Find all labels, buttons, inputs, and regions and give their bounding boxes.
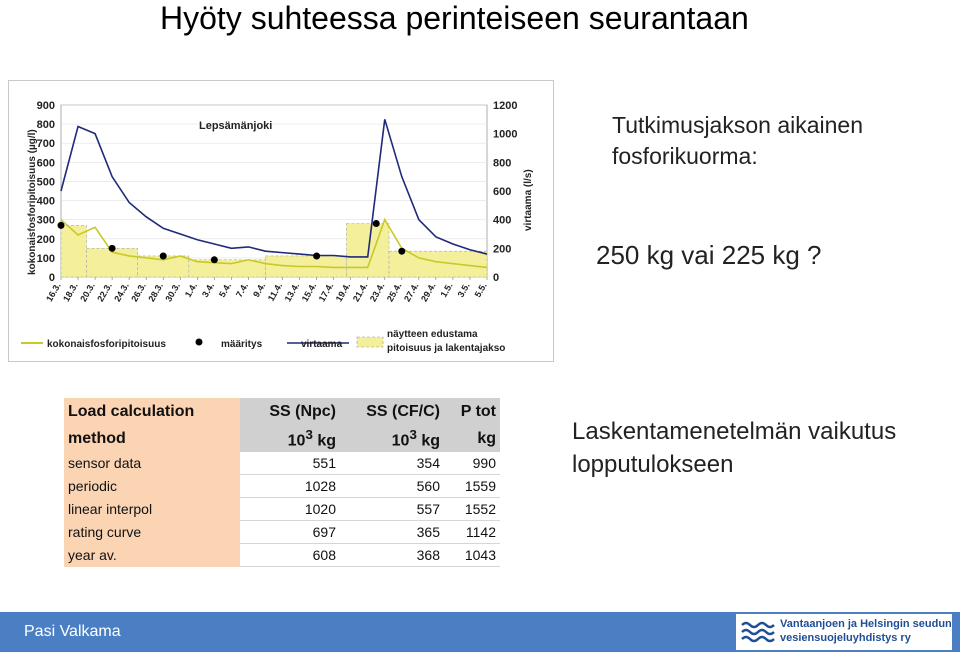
x-tick-label: 11.4. [265,281,285,303]
right-tick-labels [493,100,517,284]
left-tick-label: 100 [36,252,55,265]
row-ss-npc: 697 [240,521,340,544]
determination-point [58,222,65,229]
logo-line1: Vantaanjoen ja Helsingin seudun [780,618,952,630]
legend-sample-line1: näytteen edustama [387,329,478,340]
row-ss-npc: 551 [240,452,340,475]
x-tick-label: 30.3. [163,281,183,304]
x-tick-label: 24.3. [112,281,131,304]
row-p-tot: 1552 [444,498,500,521]
x-tick-label: 26.3. [129,281,148,304]
row-p-tot: 1043 [444,544,500,567]
header-unit-npc-kg: kg [312,432,336,450]
load-chart [8,80,554,362]
study-period-load-note [612,110,863,172]
legend-determination: määritys [221,339,263,350]
x-tick-label: 7.4. [234,281,251,300]
header-unit-cfc-base: 10 [391,432,410,450]
waves-icon [740,617,776,647]
table-header-row-2 [64,425,500,452]
table-row [64,544,500,567]
row-ss-cfc: 354 [340,452,444,475]
table-row [64,452,500,475]
left-tick-label: 900 [36,100,55,112]
footer-bar [0,612,960,652]
determination-point [211,256,218,263]
header-unit-cfc-exp: 3 [409,426,417,442]
table-row [64,521,500,544]
left-tick-label: 800 [36,119,55,132]
flow-line [61,119,487,257]
header-p-tot: P tot [444,398,500,425]
x-tick-label: 21.4. [350,281,370,304]
chart-legend [21,329,505,354]
legend-total-p: kokonaisfosforipitoisuus [47,339,166,350]
table-row [64,498,500,521]
left-tick-label: 600 [36,157,55,170]
legend-sample-line2: pitoisuus ja lakentajakso [387,343,506,354]
header-unit-npc [240,425,340,452]
right-tick-label: 200 [493,243,512,256]
left-tick-label: 400 [36,195,55,208]
sample-period-bar [346,223,389,277]
x-tick-label: 16.3. [44,281,63,304]
x-tick-label: 5.4. [216,281,234,300]
left-tick-label: 500 [36,176,55,189]
row-p-tot: 990 [444,452,500,475]
x-tick-label: 1.5. [438,281,455,300]
method-effect-note [572,415,896,481]
determination-point [373,220,380,227]
row-method: sensor data [64,452,240,475]
row-ss-cfc: 557 [340,498,444,521]
determination-point [160,252,167,259]
left-tick-label: 700 [36,138,55,151]
x-tick-label: 3.4. [199,281,217,300]
right-tick-label: 1200 [493,100,518,112]
x-tick-labels [44,277,489,303]
author-name: Pasi Valkama [24,623,121,640]
right-tick-label: 1000 [493,128,518,141]
row-method: linear interpol [64,498,240,521]
x-tick-label: 3.5. [455,281,472,300]
method-effect-line2: lopputulokseen [572,451,734,478]
x-tick-label: 22.3. [95,281,114,304]
x-tick-label: 9.4. [251,281,268,300]
organization-logo [736,614,952,650]
x-tick-label: 18.3. [61,281,80,304]
logo-text [780,617,952,645]
row-ss-npc: 1020 [240,498,340,521]
row-method: rating curve [64,521,240,544]
load-calculation-table [64,398,500,567]
x-tick-label: 1.4. [182,281,200,300]
x-tick-label: 15.4. [299,281,319,304]
slide-title: Hyöty suhteessa perinteiseen seurantaan [160,0,749,36]
right-tick-label: 0 [493,272,500,284]
study-period-load-line2: fosforikuorma: [612,143,758,169]
legend-determination-swatch [196,339,203,346]
x-tick-label: 23.4. [367,281,387,304]
row-ss-npc: 1028 [240,475,340,498]
x-tick-label: 5.5. [472,281,489,300]
table-row [64,475,500,498]
header-load-calculation: Load calculation [64,398,240,425]
legend-flow: virtaama [301,339,343,350]
chart-series [61,119,487,267]
header-unit-npc-exp: 3 [305,426,313,442]
header-ss-cfc: SS (CF/C) [340,398,444,425]
left-tick-labels [37,100,55,284]
right-tick-label: 400 [493,214,512,227]
row-p-tot: 1142 [444,521,500,544]
right-tick-label: 600 [493,186,512,198]
left-tick-label: 300 [36,214,55,227]
right-axis-label: virtaama (l/s) [523,169,534,231]
row-ss-cfc: 368 [340,544,444,567]
row-method: year av. [64,544,240,567]
left-tick-label: 200 [36,233,55,246]
row-ss-cfc: 560 [340,475,444,498]
chart-svg [9,81,553,361]
header-unit-ptot: kg [444,425,500,452]
header-ss-npc: SS (Npc) [240,398,340,425]
x-tick-label: 27.4. [401,281,421,304]
row-ss-cfc: 365 [340,521,444,544]
row-p-tot: 1559 [444,475,500,498]
determination-point [109,245,116,252]
logo-line2: vesiensuojeluyhdistys ry [780,632,911,644]
header-unit-npc-base: 10 [287,432,306,450]
table-header-row-1 [64,398,500,425]
right-tick-label: 800 [493,157,512,170]
sample-period-bars [61,223,487,277]
sample-period-bar [389,251,487,277]
row-method: periodic [64,475,240,498]
header-unit-cfc [340,425,444,452]
x-tick-label: 17.4. [316,281,336,304]
study-period-load-line1: Tutkimusjakson aikainen [612,112,863,138]
site-label: Lepsämänjoki [199,120,273,132]
x-tick-label: 25.4. [384,281,404,304]
left-axis-label: kokonaisfosforipitoisuus (µg/l) [27,129,38,275]
method-effect-line1: Laskentamenetelmän vaikutus [572,418,897,445]
determination-point [313,252,320,259]
legend-sample-swatch [357,337,383,347]
x-tick-label: 29.4. [418,281,438,304]
x-tick-label: 19.4. [333,281,353,304]
left-tick-label: 0 [48,272,55,284]
x-tick-label: 20.3. [78,281,97,304]
load-question: 250 kg vai 225 kg ? [596,240,822,270]
header-method: method [64,425,240,452]
x-tick-label: 13.4. [282,281,302,304]
row-ss-npc: 608 [240,544,340,567]
x-tick-label: 28.3. [146,281,165,304]
determination-point [398,248,405,255]
header-unit-cfc-kg: kg [416,432,440,450]
